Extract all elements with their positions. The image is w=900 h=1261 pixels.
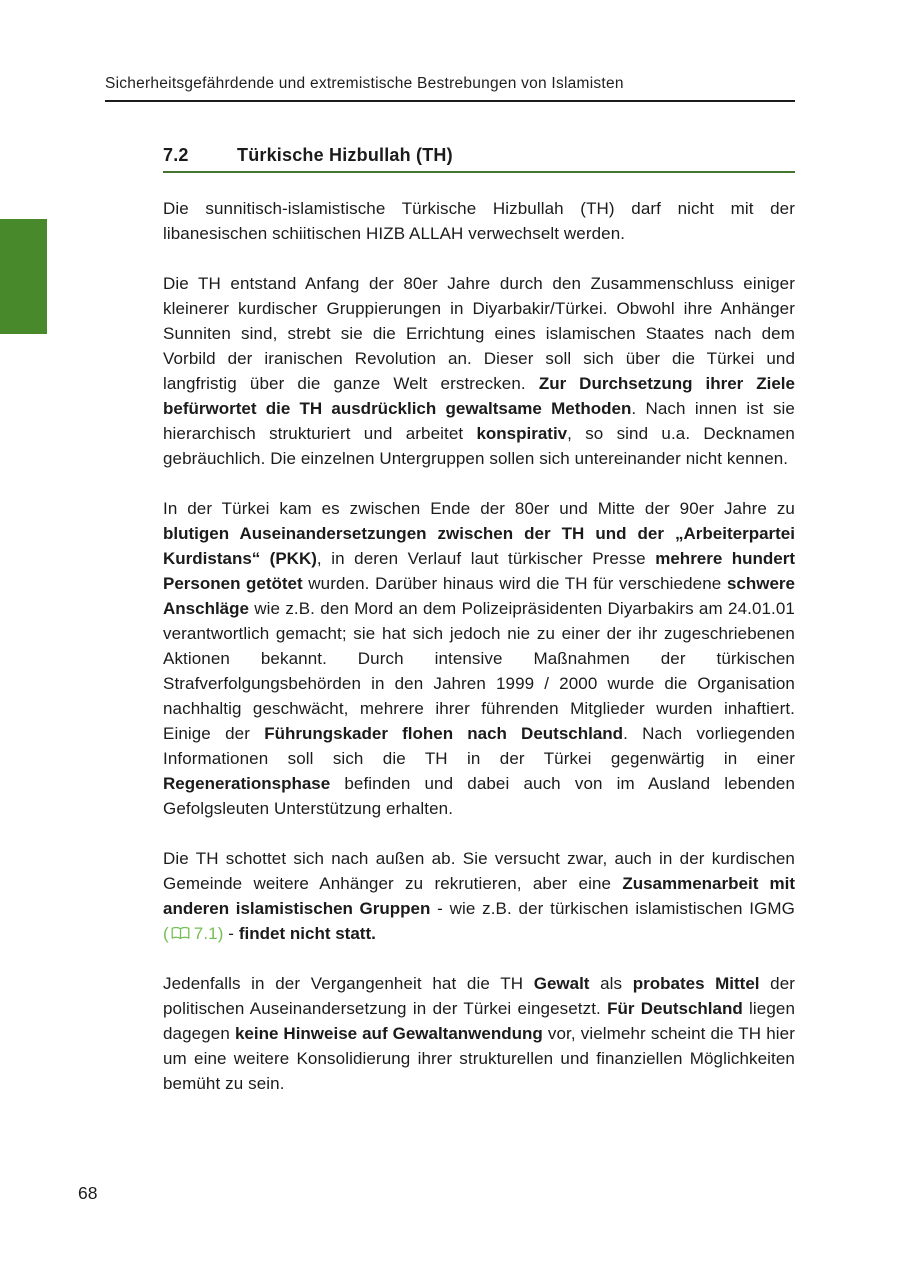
bold-text-run: Zusammenarbeit mit anderen islamistischen Gruppen bbox=[163, 874, 795, 918]
text-run: Die TH entstand Anfang der 80er Jahre durch den Zusammenschluss einiger kleinerer kurdischer Gruppierungen in Diyarbakir/Türkei. Obwohl ihre Anhänger Sunniten sind, strebt sie die Errichtung eines islamischen Staates nach dem Vorbild der iranischen Revolution an. Dieser soll sich über die Türkei und langfristig über die ganze Welt erstrecken. bbox=[163, 274, 795, 393]
text-run: liegen dagegen bbox=[163, 999, 796, 1043]
paragraph bbox=[163, 496, 795, 821]
chapter-tab-marker bbox=[0, 219, 47, 334]
header-rule bbox=[105, 100, 795, 102]
text-run: . Nach vorliegenden Informationen soll sich die TH in der Türkei gegenwärtig in einer bbox=[163, 724, 795, 768]
text-run: der politischen Auseinandersetzung in der Türkei eingesetzt. bbox=[163, 974, 796, 1018]
bold-text-run: keine Hinweise auf Gewaltanwendung bbox=[234, 1024, 543, 1043]
text-run: , in deren Verlauf laut türkischer Presse bbox=[316, 549, 656, 568]
running-header: Sicherheitsgefährdende und extremistische Bestrebungen von Islamisten bbox=[105, 75, 624, 92]
section-ref-link[interactable]: ( 7.1) bbox=[163, 924, 224, 943]
text-run: wie z.B. den Mord an dem Polizeipräsidenten Diyarbakirs am 24.01.01 verantwortlich gemacht; sie hat sich jedoch nie zu einer der ihr zugeschriebenen Aktionen bekannt. Durch intensive Maßnahmen der türkischen Strafverfolgungsbehörden in den Jahren 1999 / 2000 wurde die Organisation nachhaltig geschwächt, mehrere ihrer führenden Mitglieder wurden inhaftiert. Einige der bbox=[163, 599, 795, 743]
text-run: In der Türkei kam es zwischen Ende der 80er und Mitte der 90er Jahre zu bbox=[163, 499, 795, 518]
text-run: Jedenfalls in der Vergangenheit hat die TH bbox=[163, 974, 534, 993]
text-run: Die sunnitisch-islamistische Türkische Hizbullah (TH) darf nicht mit der libanesischen schiitischen HIZB ALLAH verwechselt werden. bbox=[163, 199, 795, 243]
section-number: 7.2 bbox=[163, 145, 189, 165]
text-run: als bbox=[589, 974, 633, 993]
text-run: Die TH schottet sich nach außen ab. Sie versucht zwar, auch in der kurdischen Gemeinde weitere Anhänger zu rekrutieren, aber eine bbox=[163, 849, 795, 893]
text-run: wurden. Darüber hinaus wird die TH für verschiedene bbox=[302, 574, 727, 593]
bold-text-run: findet nicht statt. bbox=[238, 924, 376, 943]
paragraph bbox=[163, 271, 795, 471]
text-run: . Nach innen ist sie hierarchisch strukturiert und arbeitet bbox=[163, 399, 795, 443]
text-run: vor, vielmehr scheint die TH hier um eine weitere Konsolidierung ihrer strukturellen und finanziellen Möglichkeiten bemüht zu sein. bbox=[163, 1024, 795, 1093]
paragraph bbox=[163, 196, 795, 246]
body-text bbox=[163, 196, 795, 1096]
section-heading bbox=[163, 145, 453, 166]
bold-text-run: blutigen Auseinandersetzungen zwischen der TH und der „Arbeiterpartei Kurdistans“ (PKK) bbox=[163, 524, 795, 568]
text-run: , so sind u.a. Decknamen gebräuchlich. Die einzelnen Untergruppen sollen sich untereinander nicht kennen. bbox=[163, 424, 795, 468]
paragraph bbox=[163, 846, 795, 946]
page-number: 68 bbox=[78, 1183, 98, 1203]
bold-text-run: Führungskader flohen nach Deutschland bbox=[264, 724, 624, 743]
bold-text-run: Regenerationsphase bbox=[163, 774, 331, 793]
bold-text-run: probates Mittel bbox=[632, 974, 760, 993]
section-title: Türkische Hizbullah (TH) bbox=[237, 145, 453, 165]
bold-text-run: Gewalt bbox=[533, 974, 590, 993]
text-run: - bbox=[223, 924, 239, 943]
bold-text-run: schwere Anschläge bbox=[163, 574, 795, 618]
text-run: befinden und dabei auch von im Ausland lebenden Gefolgsleuten Unterstützung erhalten. bbox=[163, 774, 795, 818]
bold-text-run: konspirativ bbox=[476, 424, 568, 443]
text-run: - wie z.B. der türkischen islamistischen IGMG bbox=[430, 899, 796, 918]
section-heading-rule bbox=[163, 171, 795, 173]
bold-text-run: Für Deutschland bbox=[607, 999, 743, 1018]
book-icon bbox=[171, 926, 190, 940]
bold-text-run: mehrere hundert Personen getötet bbox=[163, 549, 795, 593]
paragraph bbox=[163, 971, 795, 1096]
bold-text-run: Zur Durchsetzung ihrer Ziele befürwortet die TH ausdrücklich gewaltsame Methoden bbox=[163, 374, 795, 418]
